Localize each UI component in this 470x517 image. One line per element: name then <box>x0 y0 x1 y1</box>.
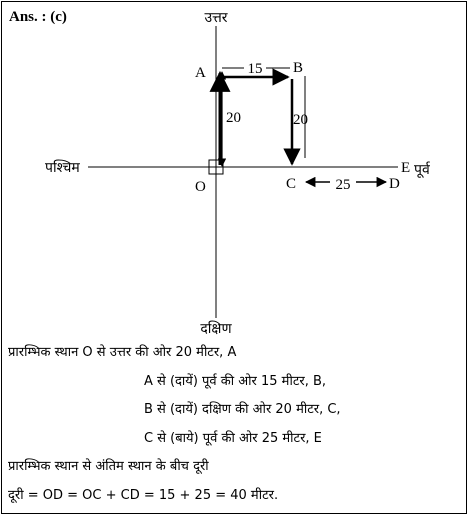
point-e-label: E <box>401 160 411 176</box>
distance-bc-label: 20 <box>293 112 308 128</box>
point-c-label: C <box>286 176 297 192</box>
explanation-text <box>8 339 464 510</box>
explanation-line-2: A से (दायें) पूर्व की ओर 15 मीटर, B, <box>144 373 327 389</box>
explanation-line-5: प्रारम्भिक स्थान से अंतिम स्थान के बीच दूरी <box>8 459 209 474</box>
answer-label: Ans. : (c) <box>9 9 67 25</box>
point-a-label: A <box>195 65 206 81</box>
south-label: दक्षिण <box>200 321 232 337</box>
point-o-label: O <box>195 179 206 195</box>
explanation-line-4: C से (बाये) पूर्व की ओर 25 मीटर, E <box>144 430 322 446</box>
distance-oa-label: 20 <box>226 110 241 126</box>
west-label: पश्चिम <box>45 160 80 176</box>
point-d-label: D <box>389 176 400 192</box>
explanation-line-3: B से (दायें) दक्षिण की ओर 20 मीटर, C, <box>144 402 341 417</box>
north-label: उत्तर <box>204 10 228 26</box>
distance-cd-label: 25 <box>335 177 351 193</box>
explanation-line-1: प्रारम्भिक स्थान O से उत्तर की ओर 20 मीटर, A <box>8 345 237 360</box>
east-label: पूर्व <box>414 162 430 178</box>
explanation-line-6: दूरी = OD = OC + CD = 15 + 25 = 40 मीटर. <box>8 487 279 503</box>
point-b-label: B <box>293 60 304 76</box>
distance-ab-label: 15 <box>247 61 263 77</box>
